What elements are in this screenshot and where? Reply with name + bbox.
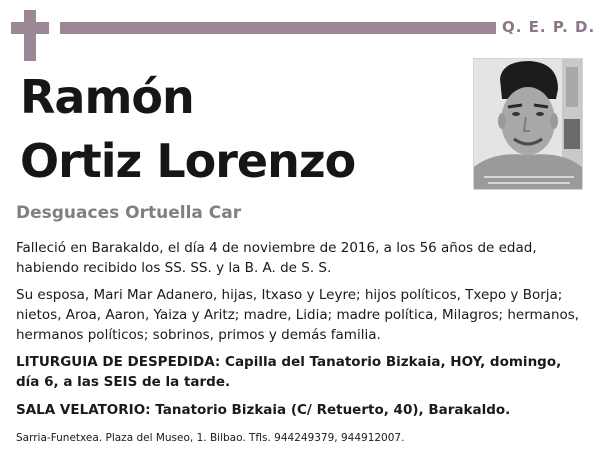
deceased-first-name: Ramón (20, 70, 194, 124)
liturgy-info: LITURGUIA DE DESPEDIDA: Capilla del Tanatorio Bizkaia, HOY, domingo, día 6, a las SEIS de la tarde. (16, 354, 562, 390)
deceased-surnames: Ortiz Lorenzo (20, 134, 356, 188)
wake-info: SALA VELATORIO: Tanatorio Bizkaia (C/ Retuerto, 40), Barakaldo. (16, 402, 511, 418)
header-rule (60, 22, 496, 34)
cross-vertical-bar (24, 10, 36, 61)
portrait-image (474, 59, 582, 189)
company-name: Desguaces Ortuella Car (16, 203, 242, 223)
cross-horizontal-bar (11, 22, 49, 34)
death-details: Falleció en Barakaldo, el día 4 de noviembre de 2016, a los 56 años de edad, habiendo recibido los SS. SS. y la B. A. de S. S. (16, 240, 537, 276)
family-list: Su esposa, Mari Mar Adanero, hijas, Itxaso y Leyre; hijos políticos, Txepo y Borja; nietos, Aroa, Aaron, Yaiza y Aritz; madre, Lidia; madre política, Milagros; hermanos, hermanos políticos; sobrinos, primos y demás familia. (16, 287, 580, 343)
funeral-home-footer: Sarria-Funetxea. Plaza del Museo, 1. Bilbao. Tfls. 944249379, 944912007. (16, 432, 405, 444)
deceased-photo (473, 58, 583, 190)
qepd-label: Q. E. P. D. (502, 18, 596, 36)
